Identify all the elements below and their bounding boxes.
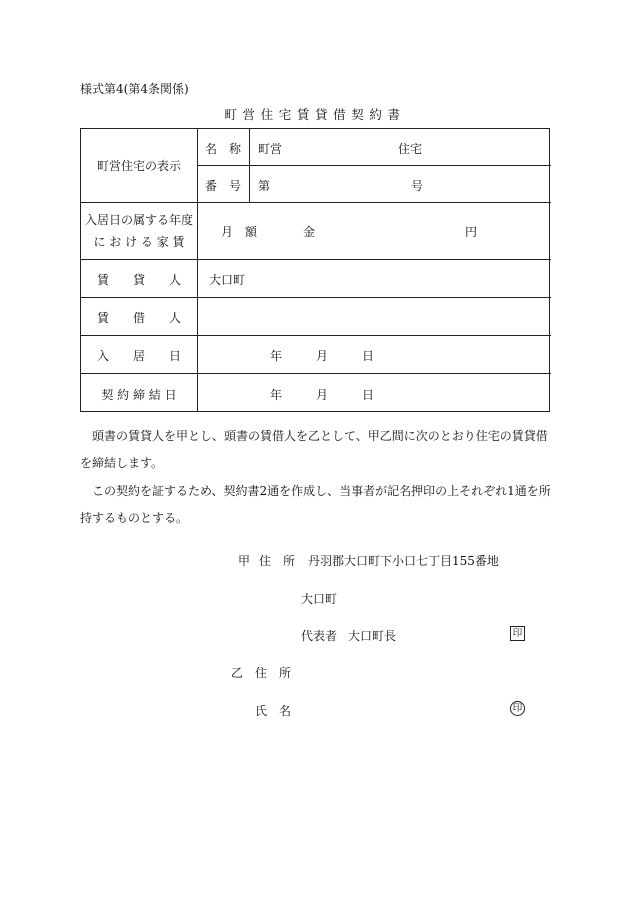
movein-month: 月	[316, 349, 329, 363]
amount-label: 金	[303, 225, 316, 239]
table-divider	[81, 259, 551, 260]
party-ko-address: 丹羽郡大口町下小口七丁目155番地	[308, 554, 499, 568]
movein-label: 入 居 日	[96, 349, 181, 363]
table-divider	[81, 335, 551, 336]
display-label: 町営住宅の表示	[96, 159, 181, 173]
name-prefix: 町営	[258, 142, 283, 156]
contract-month: 月	[316, 388, 329, 402]
table-divider	[81, 202, 551, 203]
movein-year: 年	[270, 349, 283, 363]
yen-label: 円	[465, 225, 478, 239]
table-divider	[249, 129, 250, 202]
rent-label-line2: に お け る 家 賃	[93, 235, 185, 249]
name-label: 名 称	[204, 142, 241, 156]
party-ko-address-label: 住 所	[259, 554, 296, 568]
party-ko-rep: 大口町長	[348, 629, 397, 643]
contract-day: 日	[362, 388, 375, 402]
seal-circle-icon: 印	[510, 701, 525, 716]
number-prefix: 第	[258, 179, 271, 193]
party-ko-name: 大口町	[301, 592, 338, 606]
body-paragraph-2-line-1: この契約を証するため、契約書2通を作成し、当事者が記名押印の上それぞれ1通を所	[80, 484, 551, 498]
lessor-value: 大口町	[209, 273, 246, 287]
name-suffix: 住宅	[398, 142, 423, 156]
contract-year: 年	[270, 388, 283, 402]
contract-date-label: 契 約 締 結 日	[101, 388, 177, 402]
contract-table	[80, 128, 550, 412]
body-paragraph-1-line-1: 頭書の賃貸人を甲とし、頭書の賃借人を乙として、甲乙間に次のとおり住宅の賃貸借	[80, 429, 548, 443]
rent-label-line1: 入居日の属する年度	[84, 213, 193, 227]
number-suffix: 号	[411, 179, 424, 193]
document-title: 町営住宅賃貸借契約書	[224, 107, 406, 122]
monthly-label: 月 額	[221, 225, 258, 239]
table-divider	[81, 297, 551, 298]
party-ko-label: 甲	[238, 554, 251, 568]
body-paragraph-1-line-2: を締結します。	[80, 456, 164, 470]
party-otsu-label: 乙	[231, 666, 244, 680]
number-label: 番 号	[204, 179, 241, 193]
movein-day: 日	[362, 349, 375, 363]
lessor-label: 賃 貸 人	[96, 273, 181, 287]
table-divider	[81, 373, 551, 374]
seal-square-icon: 印	[510, 626, 525, 641]
party-otsu-name-label: 氏 名	[255, 704, 292, 718]
party-ko-rep-label: 代表者	[301, 629, 338, 643]
lessee-label: 賃 借 人	[96, 311, 181, 325]
form-number: 様式第4(第4条関係)	[80, 82, 189, 96]
table-divider	[197, 129, 198, 411]
party-otsu-address-label: 住 所	[255, 666, 292, 680]
body-paragraph-2-line-2: 持するものとする。	[80, 511, 189, 525]
table-divider	[197, 165, 551, 166]
